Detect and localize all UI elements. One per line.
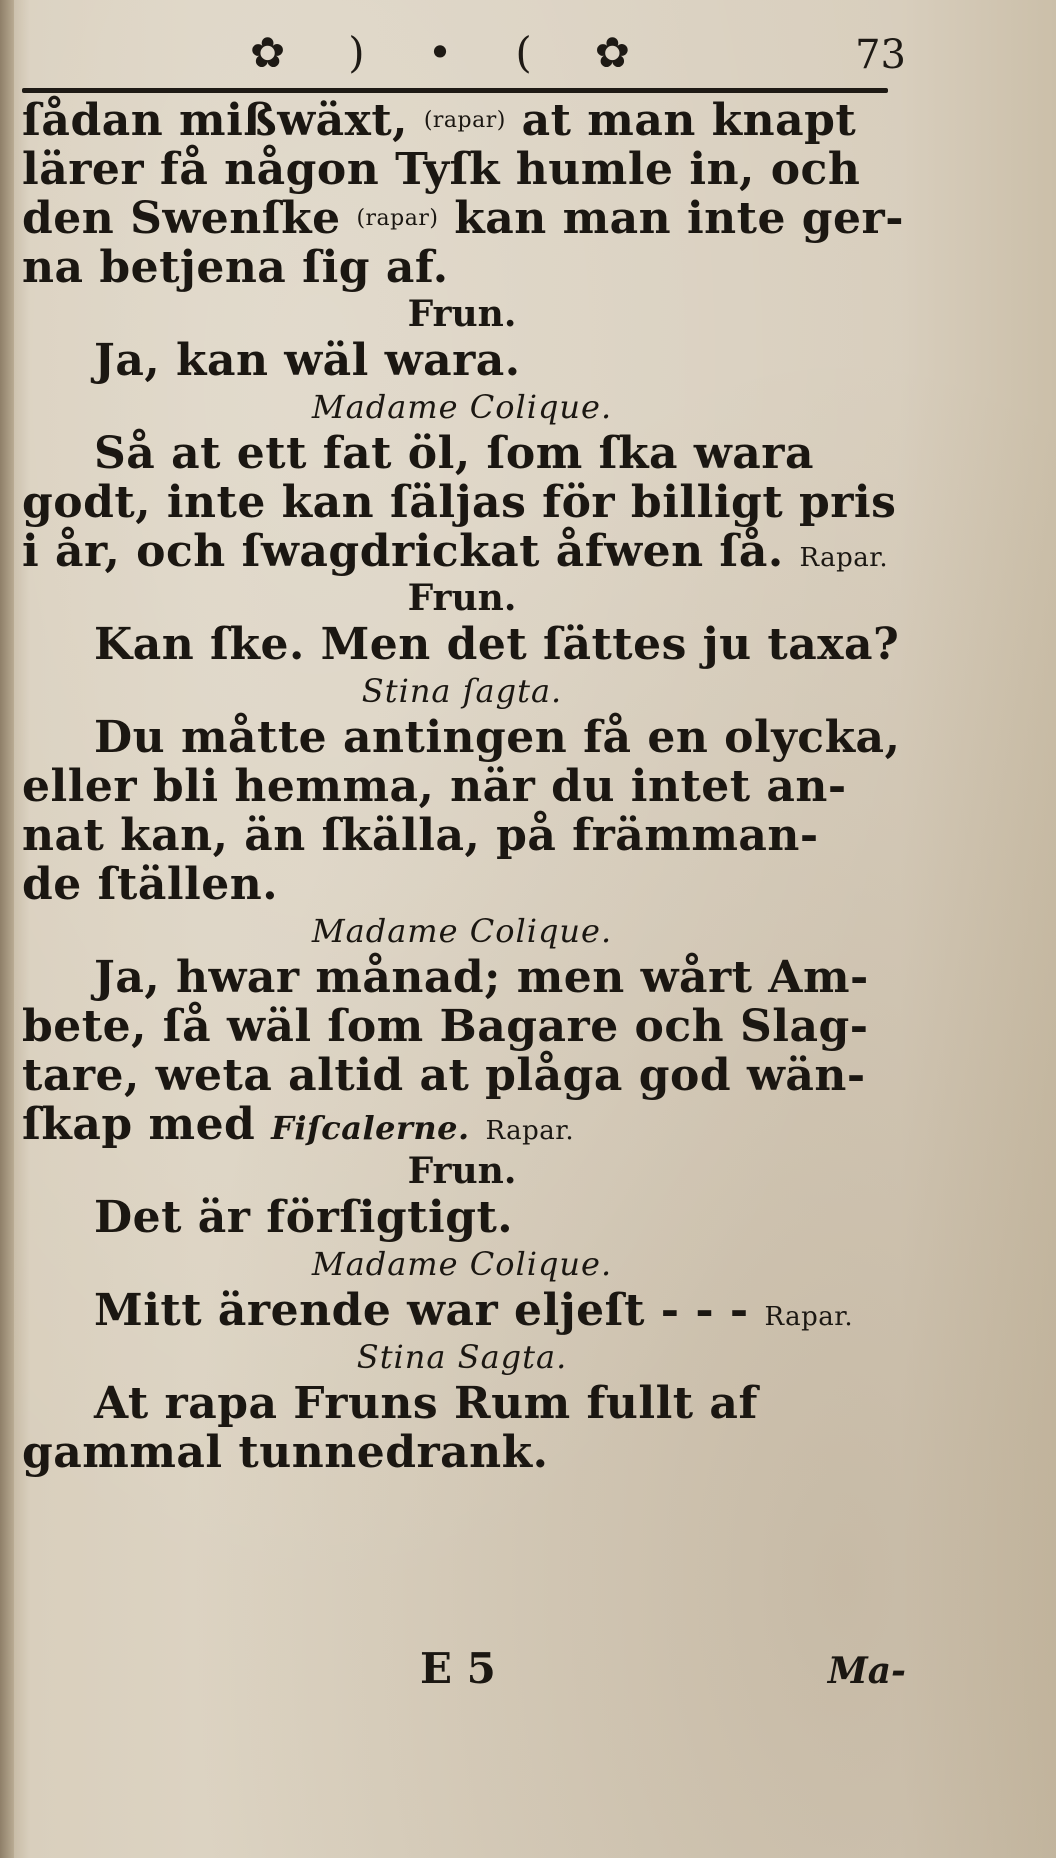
line-segment: den Swenſke: [22, 193, 357, 244]
text-line: Kan ſke. Men det ſättes ju taxa?: [94, 619, 900, 670]
text-line: tare, weta altid at plåga god wän-: [22, 1050, 866, 1101]
text-line: Du måtte antingen få en olycka,: [94, 712, 901, 763]
page-text: [22, 96, 902, 1477]
text-line: bete, ſå wäl ſom Bagare och Slag-: [22, 1001, 869, 1052]
line-segment: at man knapt: [505, 95, 857, 146]
catchword: Ma-: [827, 1650, 906, 1692]
speaker-label: Madame Colique.: [311, 388, 613, 426]
text-line: [22, 96, 902, 145]
text-line: [22, 1100, 902, 1149]
line-segment: [470, 1099, 486, 1150]
signature-mark: E 5: [420, 1644, 496, 1693]
line-segment: - - -: [660, 1285, 765, 1336]
stage-direction: Rapar.: [764, 1302, 854, 1332]
speaker-label: Frun.: [407, 577, 517, 619]
page-number: 73: [855, 32, 906, 78]
header-rule: [22, 88, 888, 93]
ornament-paren-right: (: [515, 28, 532, 77]
text-line: nat kan, än ſkälla, på främman-: [22, 810, 819, 861]
rosette-ornament-left: ✿: [250, 28, 286, 77]
stage-direction: Rapar.: [485, 1116, 575, 1146]
text-line: Det är förſigtigt.: [94, 1192, 514, 1243]
line-segment: i år, och ſwagdrickat åfwen ſå.: [22, 526, 800, 577]
speaker-label: Madame Colique.: [311, 1245, 613, 1283]
speaker-label: Stina ſagta.: [361, 672, 563, 710]
speaker-label: Frun.: [407, 293, 517, 335]
line-segment: ſkap med: [22, 1099, 272, 1150]
text-line: [22, 527, 902, 576]
line-segment: kan man inte ger-: [438, 193, 904, 244]
text-line: de ſtällen.: [22, 859, 279, 910]
text-line: eller bli hemma, när du intet an-: [22, 761, 847, 812]
ornament-dot: •: [427, 28, 453, 77]
page-footer: [0, 1640, 1056, 1710]
line-segment: Mitt ärende war eljeſt: [94, 1285, 661, 1336]
speaker-label: Madame Colique.: [311, 912, 613, 950]
stage-direction: Rapar.: [799, 543, 889, 573]
rosette-ornament-right: ✿: [594, 28, 630, 77]
text-line: Ja, kan wäl wara.: [94, 335, 521, 386]
text-line: [22, 1286, 902, 1335]
speaker-label: Stina Sagta.: [356, 1338, 568, 1376]
line-segment: ſådan mißwäxt,: [22, 95, 424, 146]
text-line: gammal tunnedrank.: [22, 1427, 549, 1478]
text-line: godt, inte kan ſäljas för billigt pris: [22, 477, 897, 528]
italic-word: Fiſcalerne.: [271, 1109, 470, 1147]
text-line: na betjena ſig af.: [22, 242, 449, 293]
inline-aside: (rapar): [423, 108, 506, 133]
header-ornament: [250, 18, 630, 88]
book-gutter: [0, 0, 14, 1858]
ornament-paren-left: ): [348, 28, 365, 77]
text-line: [22, 194, 902, 243]
text-line: lärer få någon Tyſk humle in, och: [22, 144, 861, 195]
inline-aside: (rapar): [356, 206, 439, 231]
text-line: Så at ett fat öl, ſom ſka wara: [94, 428, 814, 479]
page-header: [0, 18, 1056, 98]
speaker-label: Frun.: [407, 1150, 517, 1192]
text-line: Ja, hwar månad; men wårt Am-: [94, 952, 869, 1003]
text-line: At rapa Fruns Rum fullt af: [94, 1378, 758, 1429]
